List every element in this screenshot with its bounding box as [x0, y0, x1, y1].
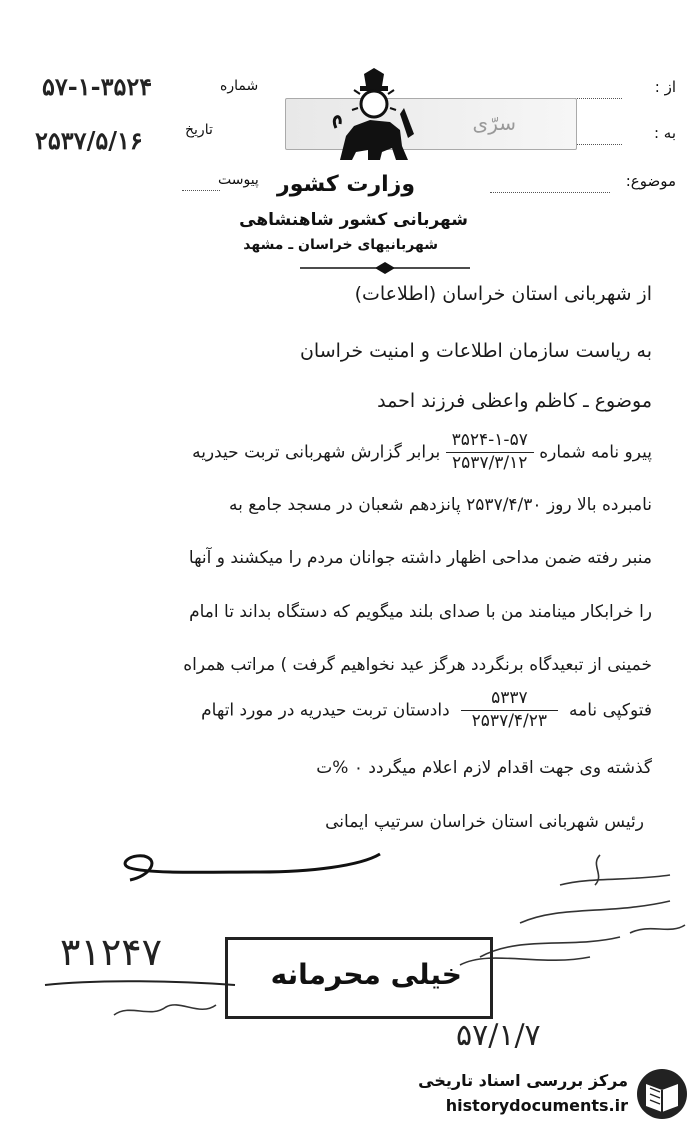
top-stamp-text: سرّی — [472, 111, 516, 135]
date-label: تاریخ — [185, 122, 213, 138]
number-label: شماره — [220, 78, 259, 94]
archive-name: مرکز بررسی اسناد تاریخی — [418, 1071, 628, 1090]
number-value: ۵۷-۱-۳۵۲۴ — [42, 72, 153, 101]
body-line-4: را خرابکار مینامند من با صدای بلند میگویم که دستگاه بداند تا امام — [189, 602, 652, 622]
confidential-stamp-text: خیلی محرمانه — [270, 958, 462, 991]
ref-number-1: ۳۵۲۴-۱-۵۷ — [446, 432, 534, 453]
to-line: به ریاست سازمان اطلاعات و امنیت خراسان — [299, 340, 652, 362]
police-dept-title: شهربانی کشور شاهنشاهی — [239, 210, 468, 230]
ref-number-2: ۵۳۳۷ — [461, 690, 558, 711]
handwritten-initials — [110, 995, 220, 1025]
to-field — [616, 124, 676, 142]
body-paragraph-line-6 — [42, 690, 652, 731]
to-label: به : — [653, 124, 676, 142]
attachment-line — [182, 190, 220, 191]
from-label: از : — [654, 78, 676, 96]
handwritten-number: ۳۱۲۴۷ — [60, 930, 163, 974]
signature-line: رئیس شهربانی استان خراسان سرتیپ ایمانی — [325, 812, 644, 832]
top-stamp — [285, 98, 577, 150]
body-line-3: منبر رفته ضمن مداحی اظهار داشته جوانان مردم را میکشند و آنها — [188, 548, 652, 568]
body-paragraph-line-1 — [42, 432, 652, 473]
signature-scribble — [110, 842, 390, 892]
subject-label: موضوع: — [625, 172, 676, 190]
header-divider — [300, 262, 470, 274]
subject-field — [596, 172, 676, 190]
date-value: ۲۵۳۷/۵/۱۶ — [35, 126, 143, 155]
attachment-label: پیوست — [218, 172, 259, 188]
from-field — [616, 78, 676, 96]
body-line-5: خمینی از تبعیدگاه برنگردد هرگز عید نخواهیم گرفت ) مراتب همراه — [183, 655, 652, 675]
ministry-title: وزارت کشور — [277, 172, 415, 197]
subject-line: موضوع ـ کاظم واعظی فرزند احمد — [377, 390, 652, 412]
subject-field-line — [490, 192, 610, 193]
body-line-7: گذشته وی جهت اقدام لازم اعلام میگردد ۰ %ت — [316, 758, 652, 778]
ref-date-1: ۲۵۳۷/۳/۱۲ — [452, 452, 528, 473]
confidential-stamp — [225, 937, 493, 1019]
handwritten-bottom: ۵۷/۱/۷ — [456, 1018, 541, 1053]
ref-fraction-2 — [461, 690, 558, 731]
ref-fraction-1 — [446, 432, 534, 473]
from-line: از شهربانی استان خراسان (اطلاعات) — [354, 283, 652, 305]
line6-start: فتوکپی نامه — [569, 700, 652, 721]
lion-and-sun-emblem — [330, 68, 418, 168]
branch-title: شهربانیهای خراسان ـ مشهد — [243, 237, 438, 253]
line6-end: دادستان تربت حیدریه در مورد اتهام — [201, 700, 450, 721]
archive-book-icon — [636, 1068, 688, 1120]
handwritten-number-underline — [40, 975, 240, 995]
line1-start: پیرو نامه شماره — [539, 442, 652, 463]
archive-website: historydocuments.ir — [445, 1096, 628, 1115]
line1-end: برابر گزارش شهربانی تربت حیدریه — [192, 442, 441, 463]
ref-date-2: ۲۵۳۷/۴/۲۳ — [471, 710, 548, 731]
body-line-2: نامبرده بالا روز ۲۵۳۷/۴/۳۰ پانزدهم شعبان در مسجد جامع به — [229, 495, 652, 515]
